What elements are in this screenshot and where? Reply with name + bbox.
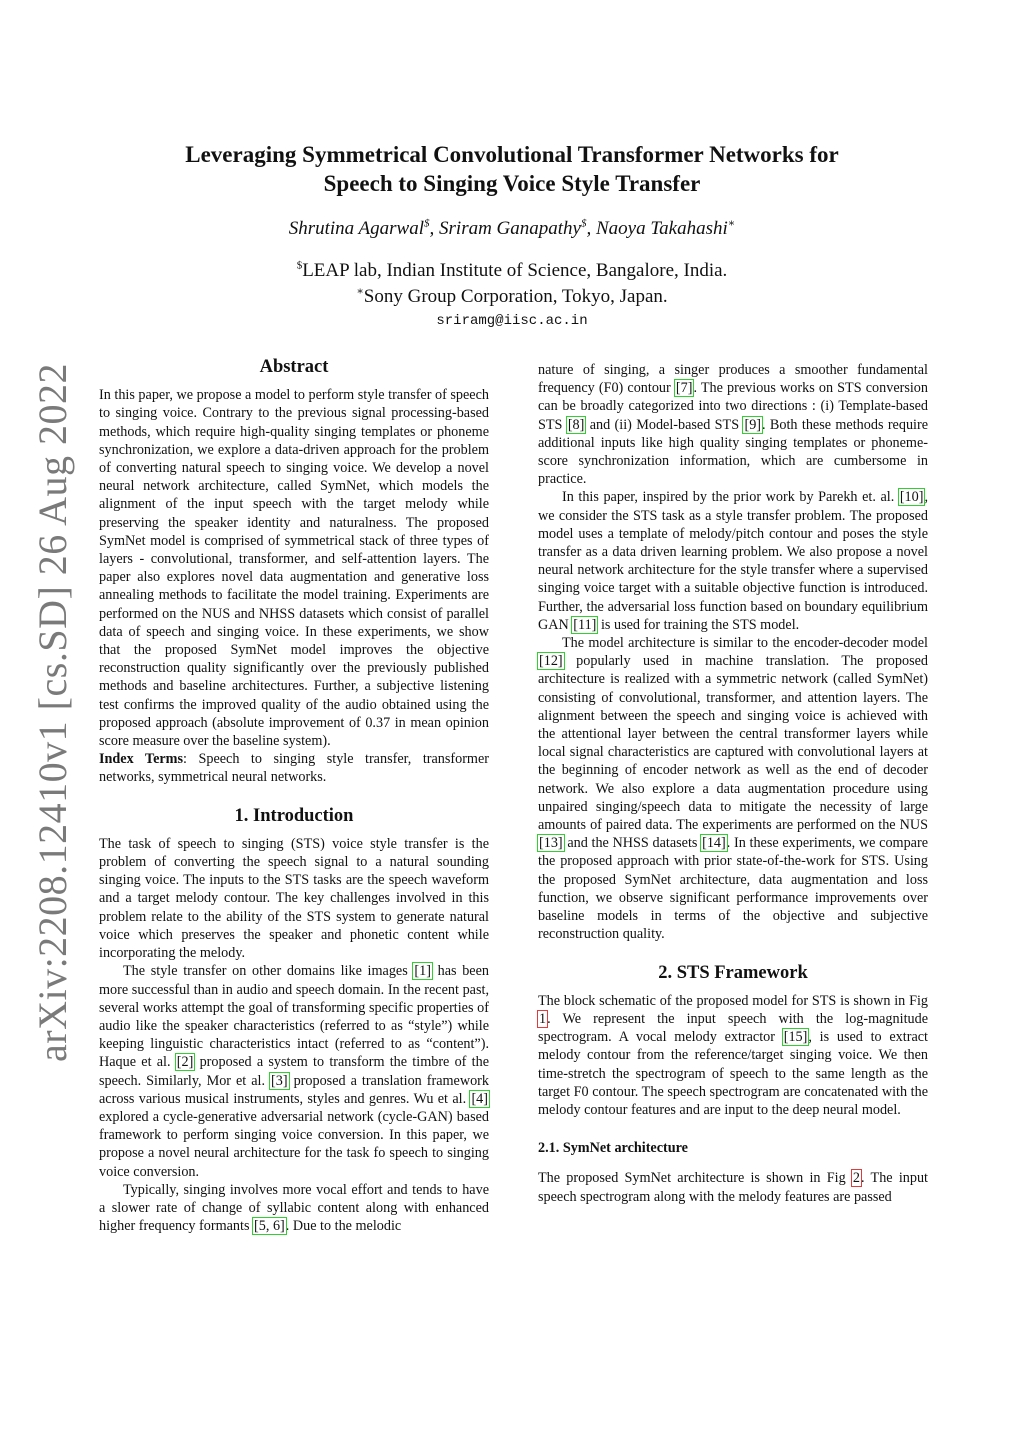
author-name: Shrutina Agarwal xyxy=(288,218,425,239)
citation-link[interactable]: [4] xyxy=(471,1090,488,1107)
author-separator: , xyxy=(429,218,440,239)
text-run: Typically, singing involves more vocal effort and tends to have a slower rate of change of syllabic content along with enhanced higher frequency formants xyxy=(99,1181,489,1235)
citation-link[interactable]: [7] xyxy=(675,380,693,397)
author-affiliation-mark: $ xyxy=(581,217,587,230)
author-name: Naoya Takahashi xyxy=(596,218,728,239)
framework-paragraph-1 xyxy=(538,992,928,1119)
text-run: . Both these methods require additional inputs like high quality singing templates or phoneme-score synchronization information, which are cumbersome in practice. xyxy=(538,416,928,488)
figure-link[interactable]: 1 xyxy=(539,1010,547,1027)
citation-link[interactable]: [10] xyxy=(899,489,924,506)
text-run: The style transfer on other domains like images xyxy=(123,963,414,980)
text-run: The proposed SymNet architecture is shown in Fig xyxy=(538,1170,852,1187)
citation-link[interactable]: [14] xyxy=(702,835,726,852)
intro-paragraph-4 xyxy=(538,488,928,634)
arxiv-identifier-stamp: arXiv:2208.12410v1 [cs.SD] 26 Aug 2022 xyxy=(29,363,75,1062)
text-run: explored a cycle-generative adversarial network (cycle-GAN) based framework to perform singing voice conversion. In this paper, we propose a novel neural architecture for the task fo speech to singing voice conversion. xyxy=(99,1108,489,1180)
figure-link[interactable]: 2 xyxy=(852,1170,860,1187)
text-run: The block schematic of the proposed model for STS is shown in Fig xyxy=(538,992,928,1009)
symnet-paragraph-1 xyxy=(538,1169,928,1205)
text-run: In this paper, inspired by the prior work by Parekh et. al. xyxy=(562,489,899,506)
citation-link[interactable]: [5, 6] xyxy=(254,1218,285,1235)
text-run: The model architecture is similar to the encoder-decoder model xyxy=(562,635,928,652)
introduction-heading: 1. Introduction xyxy=(234,805,354,826)
text-run: popularly used in machine translation. The proposed architecture is realized with a symmetric network (called SymNet) consisting of convolutional, transformer, and attention layers. The alignment between the speech and singing voice is achieved with the attentional layer between the central transformer layers while local signal characteristics are captured with convolutional layers at the beginning of encoder network as well as the end of decoder network. We also explore a data augmentation procedure using unpaired singing/speech data to mitigate the necessity of large amounts of paired data. The experiments are performed on the NUS xyxy=(538,653,928,834)
citation-link[interactable]: [13] xyxy=(539,835,563,852)
text-run: . In these experiments, we compare the proposed approach with prior state-of-the-work for STS. Using the proposed SymNet architecture, data augmentation and loss function, we observe significant performance improvements over baseline models in terms of the objective and subjective reconstruction quality. xyxy=(538,835,928,943)
text-run: has been more successful than in audio and speech domain. In the recent past, several works attempt the goal of transforming specific properties of audio like the speaker characteristics (referred to as “style”) while keeping linguistic characteristics intact (referred to as “content”). Haque et al. xyxy=(99,963,489,1071)
text-run: and the NHSS datasets xyxy=(563,835,702,852)
text-run: proposed a system to transform the timbre of the speech. Similarly, Mor et al. xyxy=(99,1054,489,1089)
sts-framework-heading: 2. STS Framework xyxy=(658,962,808,983)
affiliation-line xyxy=(100,284,924,310)
citation-link[interactable]: [1] xyxy=(414,963,431,980)
text-run: , is used to extract melody contour from the reference/target singing voice. We then time-stretch the spectrogram of speech to the same length as the target F0 contour. The speech spectrogram are concatenated with the melody contour features and are input to the deep neural model. xyxy=(538,1029,928,1118)
intro-paragraph-5 xyxy=(538,634,928,943)
text-run: . The previous works on STS conversion can be broadly categorized into two directions : (i) Template-based STS xyxy=(538,380,928,433)
citation-link[interactable]: [11] xyxy=(573,616,597,633)
title-line-1: Leveraging Symmetrical Convolutional Transformer Networks for xyxy=(185,142,839,167)
text-run: . Due to the melodic xyxy=(285,1218,402,1235)
author-name: Sriram Ganapathy xyxy=(439,218,581,239)
contact-email: sriramg@iisc.ac.in xyxy=(436,313,588,329)
text-run: nature of singing, a singer produces a smoother fundamental frequency (F0) contour xyxy=(538,362,928,397)
text-run: and (ii) Model-based STS xyxy=(585,416,744,433)
left-column xyxy=(99,358,489,1235)
citation-link[interactable]: [2] xyxy=(176,1054,194,1071)
text-run: is used for training the STS model. xyxy=(597,616,800,633)
citation-link[interactable]: [15] xyxy=(783,1029,808,1046)
intro-paragraph-3 xyxy=(99,1181,489,1236)
affiliation-line xyxy=(100,258,924,284)
text-run: . We represent the input speech with the log-magnitude spectrogram. A vocal melody extractor xyxy=(538,1010,928,1046)
symnet-architecture-heading: 2.1. SymNet architecture xyxy=(538,1140,688,1157)
citation-link[interactable]: [12] xyxy=(539,653,563,670)
author-list xyxy=(100,218,924,240)
affiliations xyxy=(100,258,924,310)
affiliation-mark: $ xyxy=(296,259,303,272)
paper-title xyxy=(100,140,924,198)
author-affiliation-mark: $ xyxy=(424,217,430,230)
intro-paragraph-2 xyxy=(99,962,489,1180)
text-run: . The input speech spectrogram along with the melody features are passed xyxy=(538,1170,928,1205)
author-affiliation-mark: ∗ xyxy=(727,217,736,230)
abstract-body: In this paper, we propose a model to perform style transfer of speech to singing voice. Contrary to the previous signal processing-based methods, which require high-quality singing templates or phoneme synchronization, we explore a data-driven approach for the problem of converting natural speech to singing voice. We develop a novel neural network architecture, called SymNet, which models the alignment of the input speech with the target melody while preserving the speaker identity and naturalness. The proposed SymNet model is comprised of symmetrical stack of three types of layers - convolutional, transformer, and self-attention layers. The paper also explores novel data augmentation and generative loss annealing methods to facilitate the model training. Experiments are performed on the NUS and NHSS datasets which consist of parallel data of speech and singing voice. In these experiments, we show that the proposed SymNet model improves the objective reconstruction quality significantly over the previously published methods and baseline architectures. Further, a subjective listening test confirms the improved quality of the audio obtained using the proposed approach (absolute improvement of 0.37 in mean opinion score measure over the baseline system). xyxy=(99,387,489,750)
right-column xyxy=(538,361,928,1206)
citation-link[interactable]: [8] xyxy=(567,416,585,433)
index-terms-text: : Speech to singing style transfer, transformer networks, symmetrical neural networks. xyxy=(99,751,489,786)
intro-paragraph-3-continued xyxy=(538,361,928,488)
text-run: proposed a translation framework across various musical instruments, styles and genres. Wu et al. xyxy=(99,1072,489,1107)
title-line-2: Speech to Singing Voice Style Transfer xyxy=(323,171,701,196)
author-separator: , xyxy=(586,218,596,239)
intro-paragraph-1: The task of speech to singing (STS) voice style transfer is the problem of converting the speech signal to a natural sounding singing voice. The inputs to the STS tasks are the speech waveform and a target melody contour. The key challenges involved in this problem relate to the ability of the STS system to generate natural voice which preserves the speaker and phonetic content while incorporating the melody. xyxy=(99,835,489,962)
text-run: , we consider the STS task as a style transfer problem. The proposed model uses a template of melody/pitch contour and poses the style transfer as a data driven learning problem. We also propose a novel neural network architecture for the style transfer where a supervised singing voice target with a suitable objective function is introduced. Further, the adversarial loss function based on boundary equilibrium GAN xyxy=(538,489,928,633)
index-terms-label: Index Terms xyxy=(99,751,184,768)
index-terms xyxy=(99,750,489,786)
affiliation-text: Sony Group Corporation, Tokyo, Japan. xyxy=(363,286,668,307)
abstract-heading: Abstract xyxy=(259,357,329,377)
citation-link[interactable]: [3] xyxy=(271,1072,288,1089)
affiliation-mark: ∗ xyxy=(356,285,364,298)
affiliation-text: LEAP lab, Indian Institute of Science, Bangalore, India. xyxy=(302,260,728,281)
citation-link[interactable]: [9] xyxy=(744,416,762,433)
